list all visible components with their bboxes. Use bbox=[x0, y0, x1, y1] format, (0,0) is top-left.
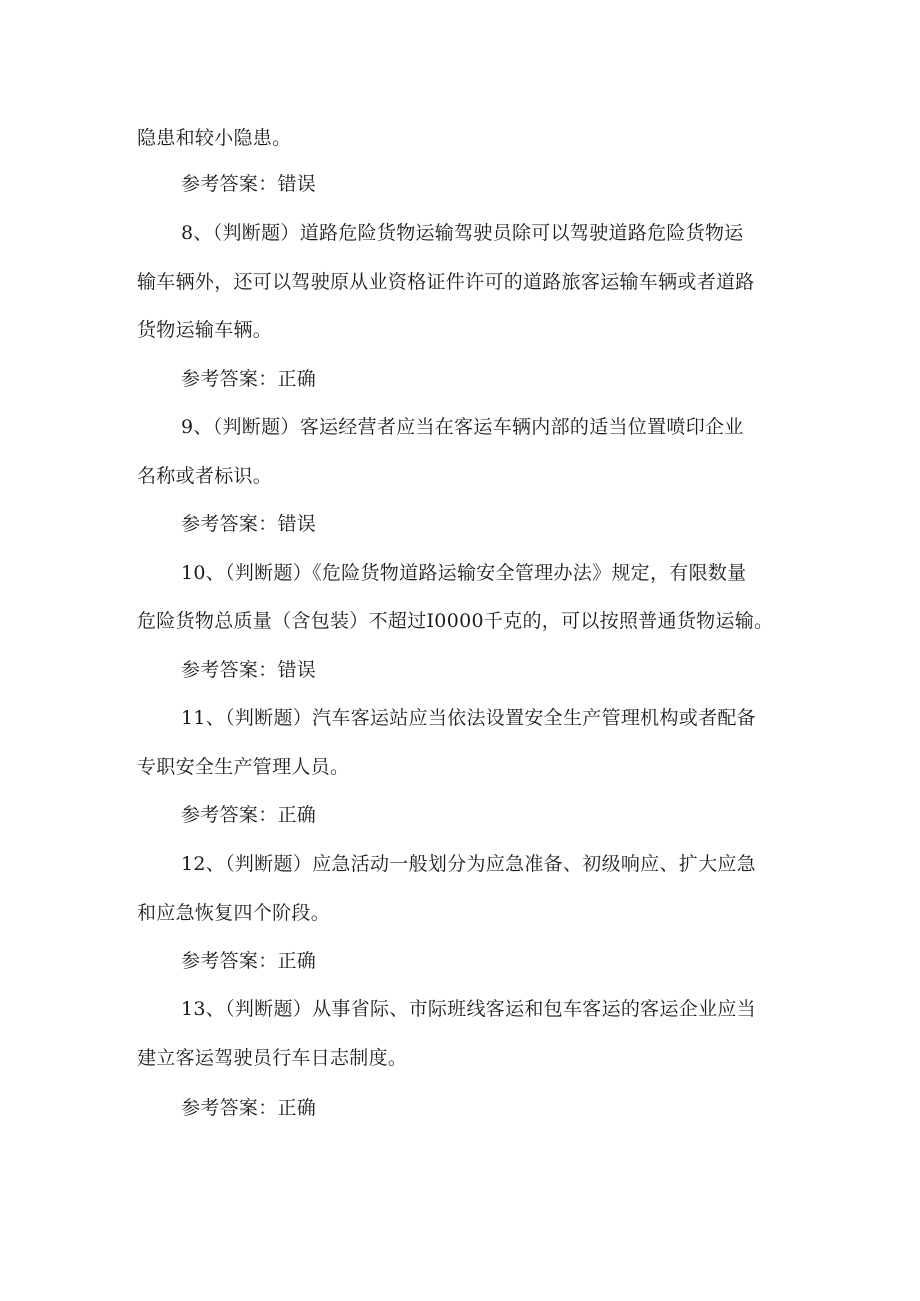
question-11-text: 专职安全生产管理人员。 bbox=[137, 756, 350, 778]
question-9-text: 9、（判断题）客运经营者应当在客运车辆内部的适当位置喷印企业 bbox=[181, 416, 744, 438]
question-10-text: 危险货物总质量（含包装）不超过I0000千克的，可以按照普通货物运输。 bbox=[137, 610, 774, 632]
question-12-text: 12、（判断题）应急活动一般划分为应急准备、初级响应、扩大应急 bbox=[181, 853, 756, 875]
question-11-text: 11、（判断题）汽车客运站应当依法设置安全生产管理机构或者配备 bbox=[181, 707, 756, 729]
question-9-text: 名称或者标识。 bbox=[137, 465, 273, 487]
question-8-answer: 参考答案：正确 bbox=[181, 368, 317, 390]
question-10-answer: 参考答案：错误 bbox=[181, 659, 317, 681]
question-10-text: 10、（判断题）《危险货物道路运输安全管理办法》规定，有限数量 bbox=[181, 562, 747, 584]
question-12-text: 和应急恢复四个阶段。 bbox=[137, 902, 331, 924]
answer-line: 参考答案：错误 bbox=[181, 173, 317, 195]
continuation-text: 隐患和较小隐患。 bbox=[137, 127, 292, 149]
question-8-text: 8、（判断题）道路危险货物运输驾驶员除可以驾驶道路危险货物运 bbox=[181, 222, 744, 244]
question-8-text: 输车辆外，还可以驾驶原从业资格证件许可的道路旅客运输车辆或者道路 bbox=[137, 271, 755, 293]
question-8-text: 货物运输车辆。 bbox=[137, 319, 273, 341]
question-13-text: 13、（判断题）从事省际、市际班线客运和包车客运的客运企业应当 bbox=[181, 998, 756, 1020]
question-13-text: 建立客运驾驶员行车日志制度。 bbox=[137, 1047, 408, 1069]
question-11-answer: 参考答案：正确 bbox=[181, 804, 317, 826]
question-13-answer: 参考答案：正确 bbox=[181, 1097, 317, 1119]
question-9-answer: 参考答案：错误 bbox=[181, 513, 317, 535]
question-12-answer: 参考答案：正确 bbox=[181, 950, 317, 972]
